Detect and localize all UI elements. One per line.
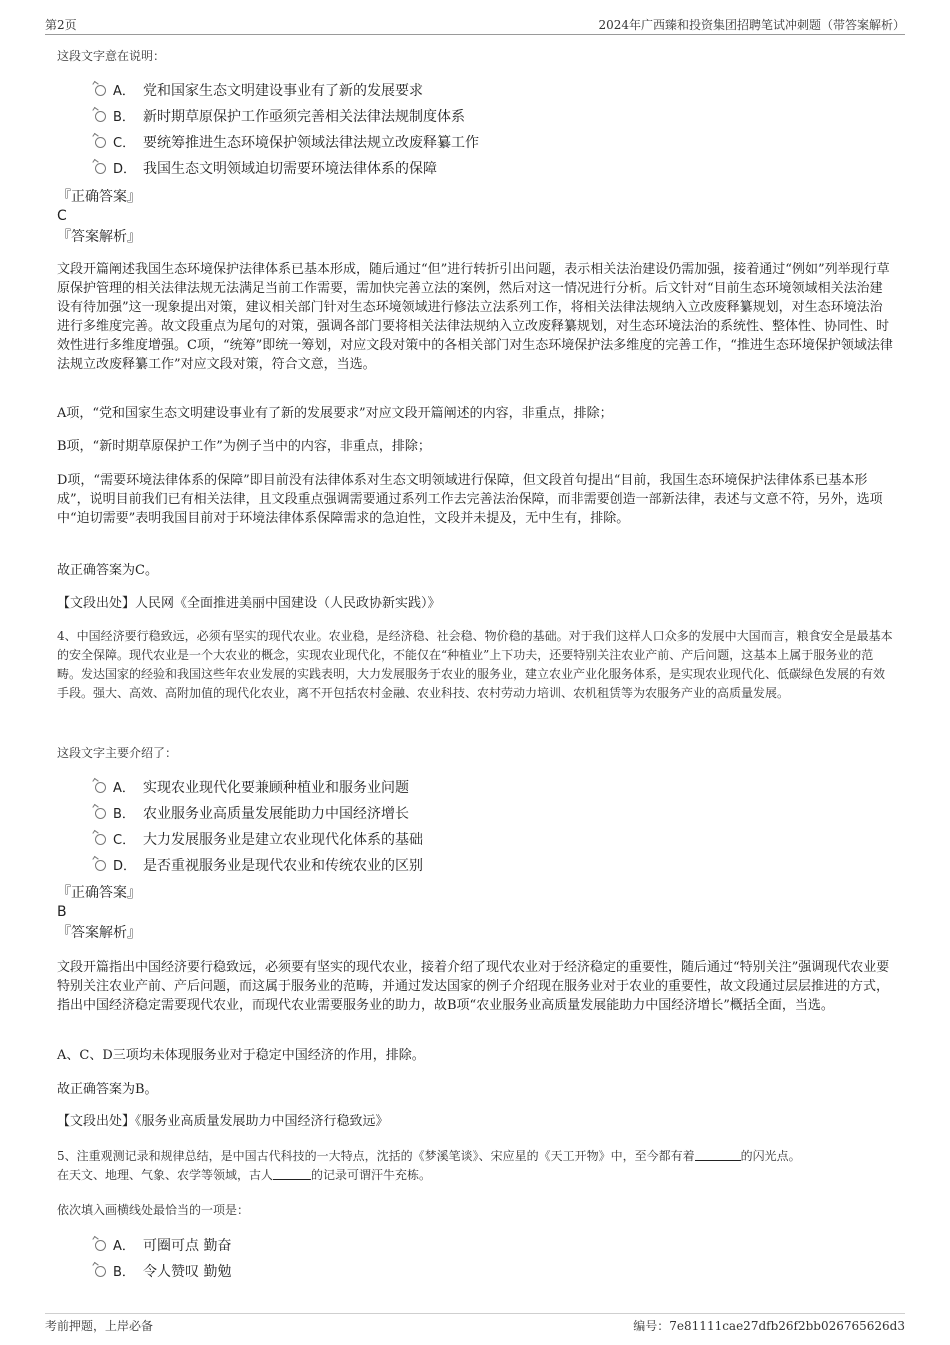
radio-icon[interactable] [95, 782, 106, 793]
radio-icon[interactable] [95, 808, 106, 819]
q3-analysis-label: 『答案解析』 [57, 229, 141, 245]
radio-icon[interactable] [95, 1240, 106, 1251]
q5-option-a[interactable]: A． 可圈可点 勤奋 [95, 1236, 231, 1257]
radio-icon[interactable] [95, 137, 106, 148]
q4-question: 这段文字主要介绍了： [57, 746, 178, 760]
q3-question: 这段文字意在说明： [57, 49, 166, 63]
radio-icon[interactable] [95, 111, 106, 122]
q3-answer-label: 『正确答案』 [57, 189, 141, 205]
q4-stem: 4、中国经济要行稳致远，必须有坚实的现代农业。农业稳，是经济稳、社会稳、物价稳的基础。对于我们这样人口众多的发展中大国而言，粮食安全是最基本的安全保障。现代农业是一个大农业的概念，实现农业现代化，不能仅在“种植业”上下功夫，还要特别关注农业产前、产后问题，这基本上属于服务业的范畴。发达国家的经验和我国这些年农业发展的实践表明，大力发展服务于农业的服务业，建立农业产业化服务体系，是实现农业现代化、低碳绿色发展的有效手段。强大、高效、高附加值的现代化农业，离不开包括农村金融、农业科技、农村劳动力培训、农机租赁等为农服务产业的高质量发展。 [57, 629, 893, 700]
q4-option-d[interactable]: D． 是否重视服务业是现代农业和传统农业的区别 [95, 856, 423, 877]
q4-analysis-paragraph: 文段开篇指出中国经济要行稳致远，必须要有坚实的现代农业，接着介绍了现代农业对于经济稳定的重要性，随后通过“特别关注”强调现代农业要特别关注农业产前、产后问题，而这属于服务业的范畴，并通过发达国家的例子介绍现在服务业对于农业的重要性，故文段通过层层推进的方式，指出中国经济稳定需要现代农业，而现代农业需要服务业的助力，故B项“农业服务业高质量发展能助力中国经济增长”概括全面，当选。 [57, 960, 890, 1013]
q4-option-b[interactable]: B． 农业服务业高质量发展能助力中国经济增长 [95, 804, 409, 825]
q3-option-b[interactable]: B． 新时期草原保护工作亟须完善相关法律法规制度体系 [95, 107, 465, 128]
q3-option-d[interactable]: D． 我国生态文明领域迫切需要环境法律体系的保障 [95, 159, 437, 180]
q3-analysis-b: B项，“新时期草原保护工作”为例子当中的内容，非重点，排除； [57, 439, 431, 454]
q4-conclusion: 故正确答案为B。 [57, 1082, 158, 1097]
fill-blank-1[interactable] [695, 1148, 741, 1161]
footer-slogan: 考前押题，上岸必备 [45, 1319, 154, 1333]
q3-analysis-paragraph: 文段开篇阐述我国生态环境保护法律体系已基本形成，随后通过“但”进行转折引出问题，表示相关法治建设仍需加强，接着通过“例如”列举现行草原保护管理的相关法律法规无法满足当前工作需要，需加快完善立法的案例，然后对这一情况进行分析。后文针对“目前生态环境领域相关法治建设有待加强”这一现象提出对策，建议相关部门针对生态环境领域进行修法立法系列工作，将相关法律法规纳入立改废释纂规划，对生态环境法治进行多维度完善。故文段重点为尾句的对策，强调各部门要将相关法律法规纳入立改废释纂规划，对生态环境法治的系统性、整体性、协同性、时效性进行多维度增强。C项，“统筹”即统一筹划，对应文段对策中的各相关部门对生态环境保护法多维度的完善工作，“推进生态环境保护领域法律法规立改废释纂工作”对应文段对策，符合文意，当选。 [57, 262, 893, 372]
q4-answer-label: 『正确答案』 [57, 885, 141, 901]
q5-option-b[interactable]: B． 令人赞叹 勤勉 [95, 1262, 231, 1283]
fill-blank-2[interactable] [273, 1167, 311, 1180]
page-footer [45, 1313, 905, 1336]
q4-analysis-label: 『答案解析』 [57, 925, 141, 941]
radio-icon[interactable] [95, 85, 106, 96]
q5-question: 依次填入画横线处最恰当的一项是： [57, 1203, 250, 1217]
q4-source: 【文段出处】《服务业高质量发展助力中国经济行稳致远》 [57, 1114, 389, 1129]
q3-conclusion: 故正确答案为C。 [57, 563, 158, 578]
page-header [45, 14, 905, 35]
q3-source: 【文段出处】人民网《全面推进美丽中国建设（人民政协新实践）》 [57, 596, 441, 611]
q4-analysis-acd: A、C、D三项均未体现服务业对于稳定中国经济的作用，排除。 [57, 1048, 425, 1063]
document-id: 编号：7e81111cae27dfb26f2bb026765626d3 [633, 1319, 905, 1333]
q4-answer: B [57, 904, 67, 920]
q3-answer: C [57, 208, 67, 224]
q3-option-a[interactable]: A． 党和国家生态文明建设事业有了新的发展要求 [95, 81, 423, 102]
document-title: 2024年广西臻和投资集团招聘笔试冲刺题（带答案解析） [598, 18, 905, 32]
q3-analysis-d: D项，“需要环境法律体系的保障”即目前没有法律体系对生态文明领域进行保障，但文段首句提出“目前，我国生态环境保护法律体系已基本形成”，说明目前我们已有相关法律，且文段重点强调需要通过系列工作去完善法治保障，而非需要创造一部新法律，表述与文意不符，另外，选项中“迫切需要”表明我国目前对于环境法律体系保障需求的急迫性，文段并未提及，无中生有，排除。 [57, 473, 883, 526]
radio-icon[interactable] [95, 1266, 106, 1277]
radio-icon[interactable] [95, 860, 106, 871]
q4-option-a[interactable]: A． 实现农业现代化要兼顾种植业和服务业问题 [95, 778, 409, 799]
page-number: 第2页 [45, 18, 77, 32]
q3-analysis-a: A项，“党和国家生态文明建设事业有了新的发展要求”对应文段开篇阐述的内容，非重点，排除； [57, 406, 613, 421]
q3-option-c[interactable]: C． 要统筹推进生态环境保护领域法律法规立改废释纂工作 [95, 133, 479, 154]
radio-icon[interactable] [95, 834, 106, 845]
radio-icon[interactable] [95, 163, 106, 174]
q4-option-c[interactable]: C． 大力发展服务业是建立农业现代化体系的基础 [95, 830, 423, 851]
q5-stem: 5、注重观测记录和规律总结，是中国古代科技的一大特点，沈括的《梦溪笔谈》、宋应星的《天工开物》中，至今都有着 的闪光点。 在天文、地理、气象、农学等领域，古人 的记录可谓汗牛充栋。 [57, 1149, 801, 1182]
